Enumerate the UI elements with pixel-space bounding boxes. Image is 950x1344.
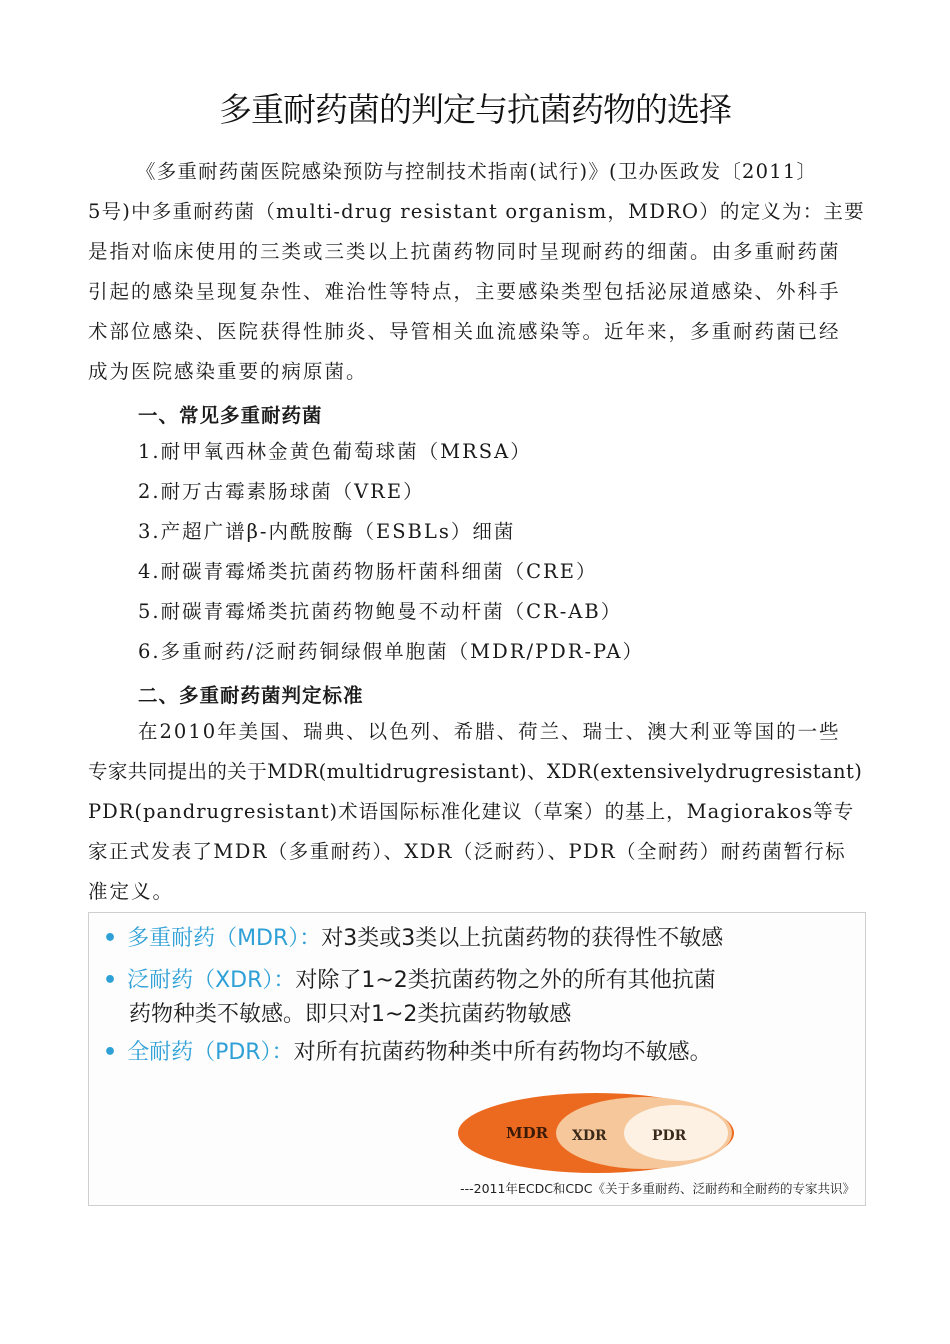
intro-line: 术部位感染、医院获得性肺炎、导管相关血流感染等。近年来，多重耐药菌已经 <box>88 320 841 343</box>
bullet-icon: • <box>103 968 118 993</box>
definition-pdr <box>103 1035 712 1071</box>
criteria-line: 准定义。 <box>88 880 175 903</box>
section-heading-criteria: 二、多重耐药菌判定标准 <box>138 684 364 707</box>
page-title: 多重耐药菌的判定与抗菌药物的选择 <box>219 90 731 129</box>
definition-mdr <box>103 921 723 957</box>
list-item: 5.耐碳青霉烯类抗菌药物鲍曼不动杆菌（CR-AB） <box>138 600 623 623</box>
bullet-icon: • <box>103 1040 118 1065</box>
intro-line: 引起的感染呈现复杂性、难治性等特点，主要感染类型包括泌尿道感染、外科手 <box>88 280 841 303</box>
bullet-icon: • <box>103 926 118 951</box>
list-item: 2.耐万古霉素肠球菌（VRE） <box>138 480 425 503</box>
intro-line: 《多重耐药菌医院感染预防与控制技术指南(试行)》(卫办医政发〔2011〕 <box>136 160 818 183</box>
list-item: 1.耐甲氧西林金黄色葡萄球菌（MRSA） <box>138 440 532 463</box>
intro-line: 成为医院感染重要的病原菌。 <box>88 360 368 383</box>
section-heading-common-mdro: 一、常见多重耐药菌 <box>138 404 323 427</box>
criteria-line: PDR(pandrugresistant)术语国际标准化建议（草案）的基上，Magiorakos等专 <box>88 800 855 823</box>
list-item: 3.产超广谱β-内酰胺酶（ESBLs）细菌 <box>138 520 516 543</box>
mdr-label: MDR <box>506 1124 549 1142</box>
definition-text: 对3类或3类以上抗菌药物的获得性不敏感 <box>321 926 724 951</box>
intro-paragraph <box>88 152 873 392</box>
definition-term: 多重耐药（MDR）： <box>127 926 322 951</box>
criteria-paragraph <box>88 712 873 912</box>
criteria-line: 在2010年美国、瑞典、以色列、希腊、荷兰、瑞士、澳大利亚等国的一些 <box>138 720 841 743</box>
definition-text: 对除了1~2类抗菌药物之外的所有其他抗菌 <box>295 968 716 993</box>
definitions-figure <box>88 912 866 1206</box>
pdr-label: PDR <box>652 1128 687 1144</box>
definition-term: 全耐药（PDR）： <box>127 1040 294 1065</box>
list-item: 4.耐碳青霉烯类抗菌药物肠杆菌科细菌（CRE） <box>138 560 598 583</box>
criteria-line: 专家共同提出的关于MDR(multidrugresistant)、XDR(extensivelydrugresistant) <box>88 760 863 783</box>
list-item: 6.多重耐药/泛耐药铜绿假单胞菌（MDR/PDR-PA） <box>138 640 644 663</box>
definition-xdr <box>103 963 716 999</box>
intro-line: 5号)中多重耐药菌（multi-drug resistant organism，MDRO）的定义为：主要 <box>88 200 865 223</box>
criteria-line: 家正式发表了MDR（多重耐药）、XDR（泛耐药）、PDR（全耐药）耐药菌暂行标 <box>88 840 847 863</box>
xdr-label: XDR <box>572 1128 607 1144</box>
resistance-venn-diagram <box>454 1091 744 1181</box>
definition-term: 泛耐药（XDR）： <box>127 968 296 993</box>
definition-text: 对所有抗菌药物种类中所有药物均不敏感。 <box>293 1040 712 1065</box>
mdro-list <box>138 432 644 672</box>
definition-continuation: 药物种类不敏感。即只对1~2类抗菌药物敏感 <box>129 1002 572 1027</box>
figure-citation: ---2011年ECDC和CDC《关于多重耐药、泛耐药和全耐药的专家共识》 <box>460 1181 855 1196</box>
intro-line: 是指对临床使用的三类或三类以上抗菌药物同时呈现耐药的细菌。由多重耐药菌 <box>88 240 841 263</box>
